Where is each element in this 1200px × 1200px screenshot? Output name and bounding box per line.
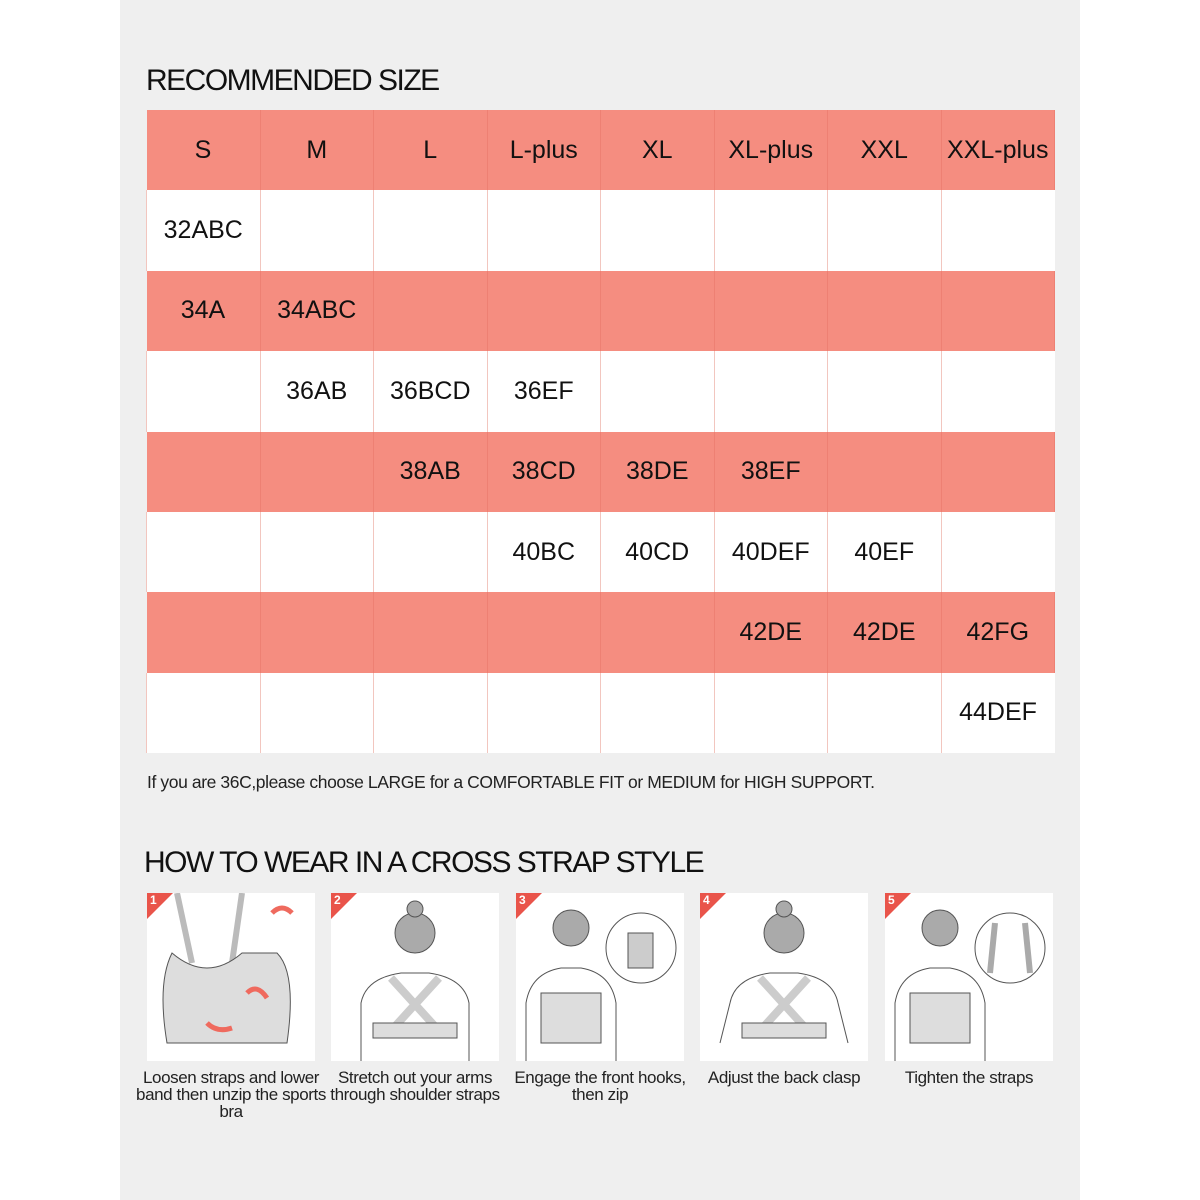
size-cell: 42DE	[828, 592, 942, 672]
size-cell	[601, 351, 715, 431]
size-cell	[260, 592, 374, 672]
column-header: XL-plus	[714, 110, 828, 190]
column-header: XXL-plus	[941, 110, 1055, 190]
size-cell	[260, 432, 374, 512]
size-cell	[941, 351, 1055, 431]
size-cell	[828, 190, 942, 270]
column-header: XL	[601, 110, 715, 190]
size-cell	[828, 271, 942, 351]
size-cell	[714, 351, 828, 431]
size-cell	[147, 673, 261, 753]
header-row	[147, 110, 1055, 190]
step-illustration-2	[331, 893, 499, 1061]
column-header: S	[147, 110, 261, 190]
size-cell	[941, 271, 1055, 351]
size-cell: 34ABC	[260, 271, 374, 351]
size-cell: 40CD	[601, 512, 715, 592]
size-cell	[941, 512, 1055, 592]
size-cell	[260, 190, 374, 270]
step-caption: Engage the front hooks, then zip	[514, 1068, 686, 1104]
size-cell	[601, 592, 715, 672]
table-row	[147, 271, 1055, 351]
size-cell: 38CD	[487, 432, 601, 512]
size-cell: 42FG	[941, 592, 1055, 672]
table-row	[147, 512, 1055, 592]
size-cell	[714, 190, 828, 270]
column-header: L	[374, 110, 488, 190]
size-cell	[147, 432, 261, 512]
column-header: XXL	[828, 110, 942, 190]
size-cell: 40BC	[487, 512, 601, 592]
step-caption: Loosen straps and lower band then unzip the sports bra	[136, 1068, 326, 1121]
size-cell	[828, 673, 942, 753]
size-cell: 38AB	[374, 432, 488, 512]
size-cell: 36AB	[260, 351, 374, 431]
size-cell: 44DEF	[941, 673, 1055, 753]
column-header: L-plus	[487, 110, 601, 190]
size-cell	[941, 432, 1055, 512]
size-cell	[374, 190, 488, 270]
table-row	[147, 673, 1055, 753]
size-cell	[487, 673, 601, 753]
size-cell: 32ABC	[147, 190, 261, 270]
size-cell	[601, 673, 715, 753]
fit-note: If you are 36C,please choose LARGE for a COMFORTABLE FIT or MEDIUM for HIGH SUPPORT.	[147, 772, 875, 792]
size-cell	[487, 271, 601, 351]
size-cell	[147, 351, 261, 431]
size-cell	[828, 432, 942, 512]
size-cell	[374, 271, 488, 351]
step-caption: Adjust the back clasp	[707, 1068, 861, 1087]
size-cell	[374, 512, 488, 592]
size-cell	[260, 673, 374, 753]
size-cell	[147, 592, 261, 672]
size-cell: 34A	[147, 271, 261, 351]
size-cell	[601, 190, 715, 270]
table-row	[147, 592, 1055, 672]
size-chart-title: RECOMMENDED SIZE	[146, 64, 439, 97]
step-caption: Tighten the straps	[904, 1068, 1034, 1087]
size-cell	[714, 673, 828, 753]
table-row	[147, 351, 1055, 431]
step-caption: Stretch out your arms through shoulder straps	[330, 1068, 500, 1104]
step-number: 3	[519, 893, 526, 907]
step-illustration-3	[516, 893, 684, 1061]
size-cell: 40DEF	[714, 512, 828, 592]
step-illustration-1	[147, 893, 315, 1061]
step-number: 2	[334, 893, 341, 907]
size-cell: 36BCD	[374, 351, 488, 431]
table-row	[147, 432, 1055, 512]
size-cell	[941, 190, 1055, 270]
step-illustration-4	[700, 893, 868, 1061]
size-cell	[487, 190, 601, 270]
size-cell	[374, 592, 488, 672]
size-cell	[147, 512, 261, 592]
step-number: 4	[703, 893, 710, 907]
size-chart-table	[146, 110, 1055, 753]
size-cell: 38EF	[714, 432, 828, 512]
size-cell: 36EF	[487, 351, 601, 431]
step-number: 5	[888, 893, 895, 907]
size-cell: 42DE	[714, 592, 828, 672]
size-cell: 38DE	[601, 432, 715, 512]
column-header: M	[260, 110, 374, 190]
size-cell	[260, 512, 374, 592]
size-cell	[374, 673, 488, 753]
table-row	[147, 190, 1055, 270]
size-cell	[828, 351, 942, 431]
size-cell	[601, 271, 715, 351]
step-number: 1	[150, 893, 157, 907]
step-illustration-5	[885, 893, 1053, 1061]
size-cell	[714, 271, 828, 351]
wear-guide-title: HOW TO WEAR IN A CROSS STRAP STYLE	[144, 846, 704, 879]
size-cell	[487, 592, 601, 672]
size-cell: 40EF	[828, 512, 942, 592]
